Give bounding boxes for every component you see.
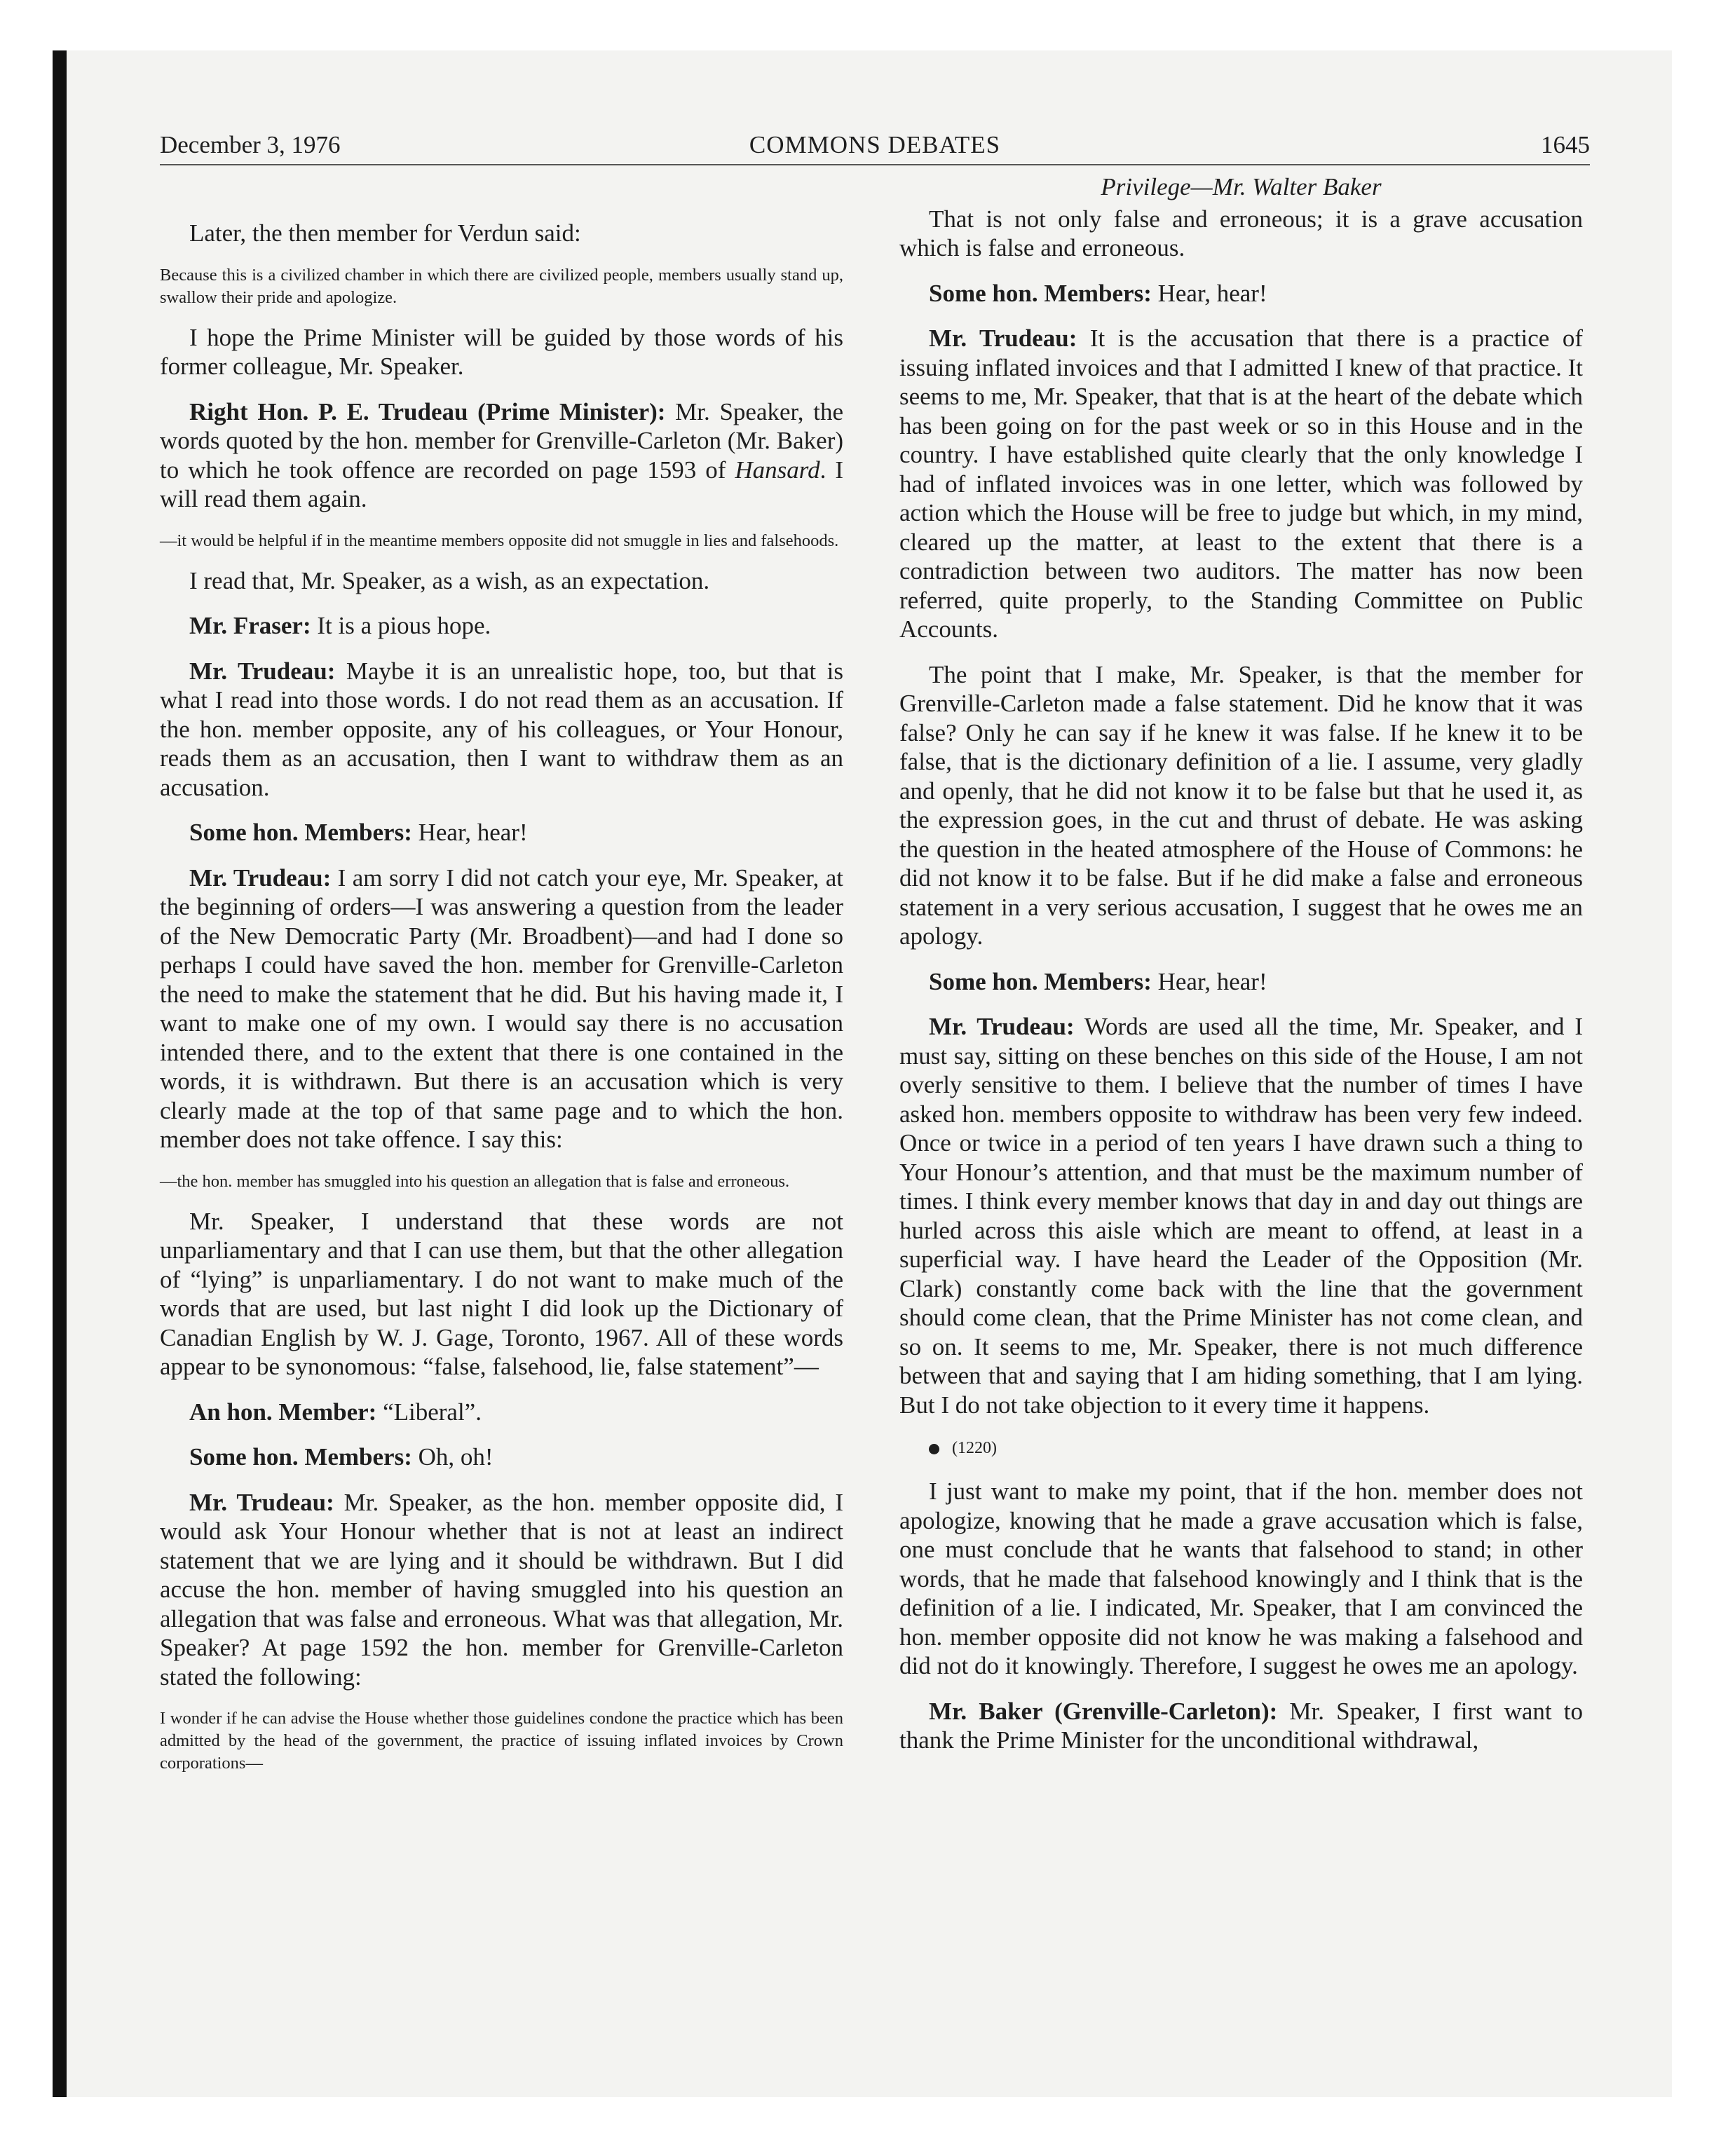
speaker-name: Mr. Trudeau: (929, 1013, 1075, 1040)
left-column (160, 219, 843, 1789)
speaker-name: Mr. Fraser: (189, 612, 311, 639)
speech-text: “Liberal”. (376, 1398, 482, 1426)
speech-text: It is a pious hope. (311, 612, 491, 639)
speaker-name: Mr. Trudeau: (189, 657, 336, 685)
paragraph: The point that I make, Mr. Speaker, is that the member for Grenville-Carleton made a false statement. Did he know that it was false? Only he can say if he knew it was false. If he knew it to be false, that is the dictionary definition of a lie. I assume, very gladly and openly, that he did not know it to be false but that he used it, as the expression goes, in the cut and thrust of debate. He was asking the question in the heated atmosphere of the House of Commons: he did not know it to be false. But if he did make a false and erroneous statement in a very serious accusation, I suggest that he owes me an apology. (899, 660, 1583, 950)
paragraph (160, 818, 843, 847)
quotation: Because this is a civilized chamber in which there are civilized people, members usually stand up, swallow their pride and apologize. (160, 265, 843, 307)
paragraph (160, 611, 843, 641)
header-page-number: 1645 (1541, 131, 1590, 158)
speaker-name: Mr. Trudeau: (189, 1488, 334, 1516)
right-column (899, 172, 1583, 1771)
speech-text: Mr. Speaker, I first want to thank the Prime Minister for the unconditional withdrawal, (899, 1697, 1584, 1754)
speaker-name: Mr. Baker (Grenville-Carleton): (929, 1697, 1278, 1725)
paragraph: That is not only false and erroneous; it is a grave accusation which is false and erroneous. (899, 205, 1583, 261)
paragraph (160, 1488, 843, 1692)
binding-edge (53, 50, 67, 2097)
speech-text: I am sorry I did not catch your eye, Mr. Speaker, at the beginning of orders—I was answering a question from the leader of the New Democratic Party (Mr. Broadbent)—and had I done so perhaps I could have saved the hon. member for Grenville-Carleton the need to make the statement that he did. But his having made it, I want to make one of my own. I would say there is no accusation intended there, and to the extent that there is one contained in the words, it is withdrawn. But there is an accusation which is very clearly made at the top of that same page and to which the hon. member does not take offence. I say this: (160, 864, 843, 1153)
speaker-name: Mr. Trudeau: (189, 864, 332, 892)
paragraph (899, 967, 1583, 997)
quotation: I wonder if he can advise the House whether those guidelines condone the practice which has been admitted by the head of the government, the practice of issuing inflated invoices by Crown corporations— (160, 1709, 843, 1773)
bullet-icon (929, 1444, 939, 1454)
speech-text: Mr. Speaker, the words quoted by the hon. member for Grenville-Carleton (Mr. Baker) to which he took offence are recorded on page 1593 of (160, 397, 843, 484)
speaker-name: An hon. Member: (189, 1398, 377, 1426)
header-rule (160, 164, 1590, 165)
speech-text: Hear, hear! (1151, 967, 1267, 995)
quotation: —it would be helpful if in the meantime members opposite did not smuggle in lies and falsehoods. (160, 531, 839, 550)
header-date: December 3, 1976 (160, 131, 341, 158)
time-marker (899, 1435, 1583, 1461)
speaker-name: Some hon. Members: (189, 1443, 412, 1471)
speech-text: Maybe it is an unrealistic hope, too, but that is what I read into those words. I do not read them as an accusation. If the hon. member opposite, any of his colleagues, or Your Honour, reads them as an accusation, then I want to withdraw them as an accusation. (160, 657, 844, 801)
speaker-name: Mr. Trudeau: (929, 325, 1077, 352)
paragraph (160, 1398, 843, 1427)
header-title: COMMONS DEBATES (749, 131, 1001, 158)
paragraph: I read that, Mr. Speaker, as a wish, as an expectation. (189, 566, 710, 594)
speech-text: Mr. Speaker, as the hon. member opposite did, I would ask Your Honour whether that is not at least an indirect statement that we are lying and it should be withdrawn. But I did accuse the hon. member of having smuggled into his question an allegation that was false and erroneous. What was that allegation, Mr. Speaker? At page 1592 the hon. member for Grenville-Carleton stated the following: (160, 1488, 843, 1691)
speech-text: Hear, hear! (411, 819, 528, 846)
paragraph: Later, the then member for Verdun said: (189, 219, 581, 247)
speech-text: Hear, hear! (1151, 279, 1267, 307)
paragraph: I just want to make my point, that if the hon. member does not apologize, knowing that he made a grave accusation which is false, one must conclude that he wants that falsehood to stand; in other words, that he made that falsehood knowingly and I think that is the definition of a lie. I indicated, Mr. Speaker, that I am convinced the hon. member opposite did not know he was making a falsehood and did not do it knowingly. Therefore, I suggest he owes me an apology. (899, 1478, 1583, 1679)
paragraph (899, 279, 1583, 308)
speaker-name: Right Hon. P. E. Trudeau (Prime Minister): (189, 397, 666, 425)
quotation: —the hon. member has smuggled into his question an allegation that is false and erroneous. (160, 1171, 790, 1191)
speaker-name: Some hon. Members: (189, 819, 412, 846)
paragraph: I hope the Prime Minister will be guided by those words of his former colleague, Mr. Speaker. (160, 323, 843, 380)
speech-text: Oh, oh! (411, 1443, 494, 1471)
speaker-name: Some hon. Members: (929, 967, 1152, 995)
paragraph (899, 324, 1583, 644)
paragraph (160, 1442, 843, 1472)
section-subhead: Privilege—Mr. Walter Baker (1101, 173, 1382, 200)
speech-text: Words are used all the time, Mr. Speaker, and I must say, sitting on these benches on this side of the House, I am not overly sensitive to them. I believe that the number of times I have asked hon. members opposite to withdraw has been very few indeed. Once or twice in a period of ten years I have drawn such a thing to Your Honour’s attention, and that must be the maximum number of times. I think every member knows that day in and day out things are hurled across this aisle which are meant to offend, at least in a superficial way. I have heard the Leader of the Opposition (Mr. Clark) constantly come back with the line that the government should come clean, that the Prime Minister has not come clean, and so on. It seems to me, Mr. Speaker, there is not much difference between that and saying that I am hiding something, that I am lying. But I do not take objection to it every time it happens. (899, 1013, 1584, 1419)
paragraph: Mr. Speaker, I understand that these words are not unparliamentary and that I can use them, but that the other allegation of “lying” is unparliamentary. I do not want to make much of the words that are used, but last night I did look up the Dictionary of Canadian English by W. J. Gage, Toronto, 1967. All of these words appear to be synonomous: “false, falsehood, lie, false statement”— (160, 1207, 843, 1380)
running-head (160, 128, 1590, 163)
paragraph (160, 397, 843, 514)
paragraph (899, 1012, 1583, 1419)
paragraph (160, 657, 843, 803)
speech-text: . I will read them again. (160, 456, 844, 512)
publication-title: Hansard (735, 456, 820, 484)
paragraph (160, 864, 843, 1154)
speech-text: It is the accusation that there is a practice of issuing inflated invoices and that I admitted I knew of that practice. It seems to me, Mr. Speaker, that that is at the heart of the debate which has been going on for the past week or so in this House and in the country. I have established quite clearly that the only knowledge I had of inflated invoices was in one letter, which was followed by action which the House will be free to judge but which, in my mind, cleared up the matter, at least to the extent that there is a contradiction between two auditors. The matter has now been referred, quite properly, to the Standing Committee on Public Accounts. (899, 325, 1584, 643)
speaker-name: Some hon. Members: (929, 279, 1152, 307)
time-marker-text: (1220) (952, 1439, 997, 1457)
paragraph (899, 1697, 1583, 1755)
